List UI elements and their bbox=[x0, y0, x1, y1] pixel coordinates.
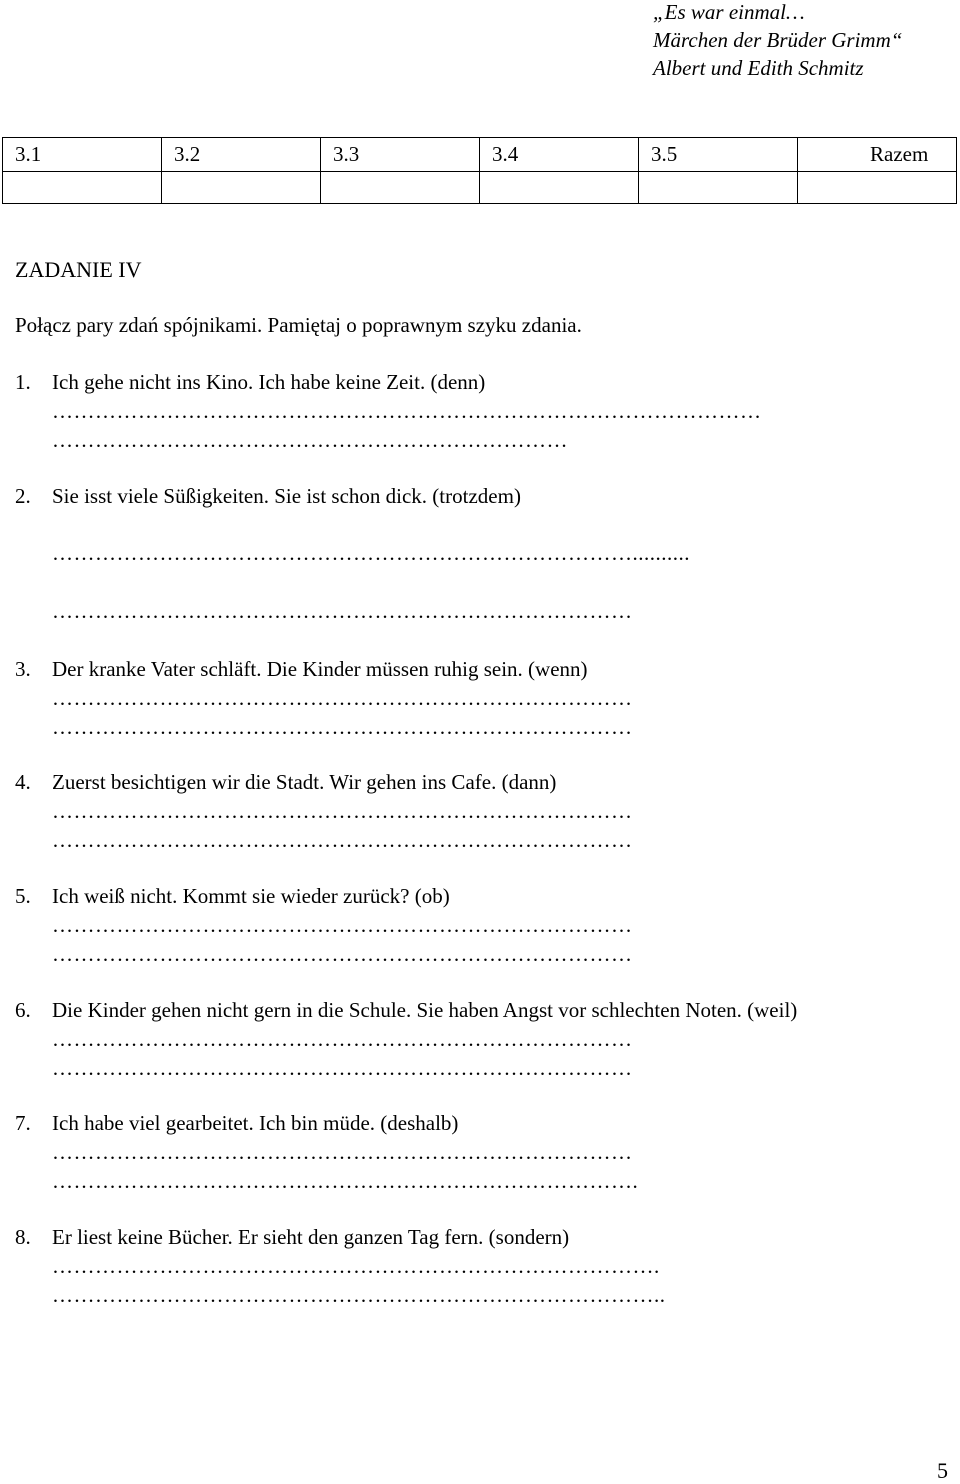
answer-line[interactable]: ……………………………………………………………………… bbox=[52, 715, 633, 739]
score-header-cell: 3.2 bbox=[162, 138, 321, 172]
question-text: Der kranke Vater schläft. Die Kinder müssen ruhig sein. (wenn) bbox=[52, 657, 588, 681]
answer-line[interactable]: ………………………………………………………………………….. bbox=[52, 1283, 666, 1307]
answer-line[interactable]: ……………………………………………………………………………………… bbox=[52, 399, 762, 423]
question-item bbox=[15, 370, 485, 395]
question-item bbox=[15, 484, 521, 509]
header-line-3: Albert und Edith Schmitz bbox=[653, 56, 864, 80]
document-header bbox=[653, 0, 902, 82]
question-text: Die Kinder gehen nicht gern in die Schule. Sie haben Angst vor schlechten Noten. (weil) bbox=[52, 998, 798, 1022]
question-text: Zuerst besichtigen wir die Stadt. Wir gehen ins Cafe. (dann) bbox=[52, 770, 557, 794]
question-number: 1. bbox=[15, 370, 31, 394]
question-item bbox=[15, 1225, 569, 1250]
answer-line[interactable]: ……………………………………………………………… bbox=[52, 428, 568, 452]
question-text: Ich gehe nicht ins Kino. Ich habe keine Zeit. (denn) bbox=[52, 370, 486, 394]
score-header-row bbox=[3, 138, 957, 172]
score-header-cell-total: Razem bbox=[798, 138, 957, 172]
question-number: 6. bbox=[15, 998, 31, 1022]
score-value-row bbox=[3, 172, 957, 204]
score-header-cell: 3.1 bbox=[3, 138, 162, 172]
score-value-cell-total[interactable] bbox=[798, 172, 957, 204]
answer-line[interactable]: ……………………………………………………………………… bbox=[52, 1140, 633, 1164]
question-text: Ich habe viel gearbeitet. Ich bin müde. (deshalb) bbox=[52, 1111, 459, 1135]
question-number: 8. bbox=[15, 1225, 31, 1249]
question-item bbox=[15, 657, 588, 682]
question-text: Sie isst viele Süßigkeiten. Sie ist schon dick. (trotzdem) bbox=[52, 484, 521, 508]
question-number: 7. bbox=[15, 1111, 31, 1135]
score-table bbox=[2, 137, 957, 204]
score-value-cell[interactable] bbox=[162, 172, 321, 204]
answer-line[interactable]: …………………………………………………………………………. bbox=[52, 1254, 660, 1278]
score-value-cell[interactable] bbox=[3, 172, 162, 204]
question-item bbox=[15, 884, 450, 909]
score-value-cell[interactable] bbox=[480, 172, 639, 204]
answer-line[interactable]: ………………………………………………………………………. bbox=[52, 1169, 639, 1193]
score-value-cell[interactable] bbox=[639, 172, 798, 204]
answer-line[interactable]: ……………………………………………………………………… bbox=[52, 913, 633, 937]
answer-line[interactable]: ……………………………………………………………………… bbox=[52, 828, 633, 852]
answer-line[interactable]: ……………………………………………………………………… bbox=[52, 942, 633, 966]
question-item bbox=[15, 998, 797, 1023]
page-number: 5 bbox=[937, 1458, 948, 1483]
answer-line[interactable]: ……………………………………………………………………… bbox=[52, 1056, 633, 1080]
header-line-2: Märchen der Brüder Grimm“ bbox=[653, 28, 903, 52]
question-number: 4. bbox=[15, 770, 31, 794]
answer-line[interactable]: ……………………………………………………………………….......... bbox=[52, 541, 690, 565]
question-item bbox=[15, 1111, 458, 1136]
score-header-cell: 3.5 bbox=[639, 138, 798, 172]
answer-line[interactable]: ……………………………………………………………………… bbox=[52, 799, 633, 823]
question-number: 5. bbox=[15, 884, 31, 908]
question-item bbox=[15, 770, 556, 795]
question-text: Er liest keine Bücher. Er sieht den ganzen Tag fern. (sondern) bbox=[52, 1225, 570, 1249]
score-header-cell: 3.4 bbox=[480, 138, 639, 172]
answer-line[interactable]: ……………………………………………………………………… bbox=[52, 599, 633, 623]
question-number: 2. bbox=[15, 484, 31, 508]
answer-line[interactable]: ……………………………………………………………………… bbox=[52, 686, 633, 710]
question-number: 3. bbox=[15, 657, 31, 681]
header-line-1: „Es war einmal… bbox=[653, 0, 805, 24]
score-value-cell[interactable] bbox=[321, 172, 480, 204]
question-text: Ich weiß nicht. Kommt sie wieder zurück? (ob) bbox=[52, 884, 450, 908]
score-header-cell: 3.3 bbox=[321, 138, 480, 172]
answer-line[interactable]: ……………………………………………………………………… bbox=[52, 1027, 633, 1051]
task-title: ZADANIE IV bbox=[15, 257, 142, 282]
task-instruction: Połącz pary zdań spójnikami. Pamiętaj o poprawnym szyku zdania. bbox=[15, 313, 582, 337]
